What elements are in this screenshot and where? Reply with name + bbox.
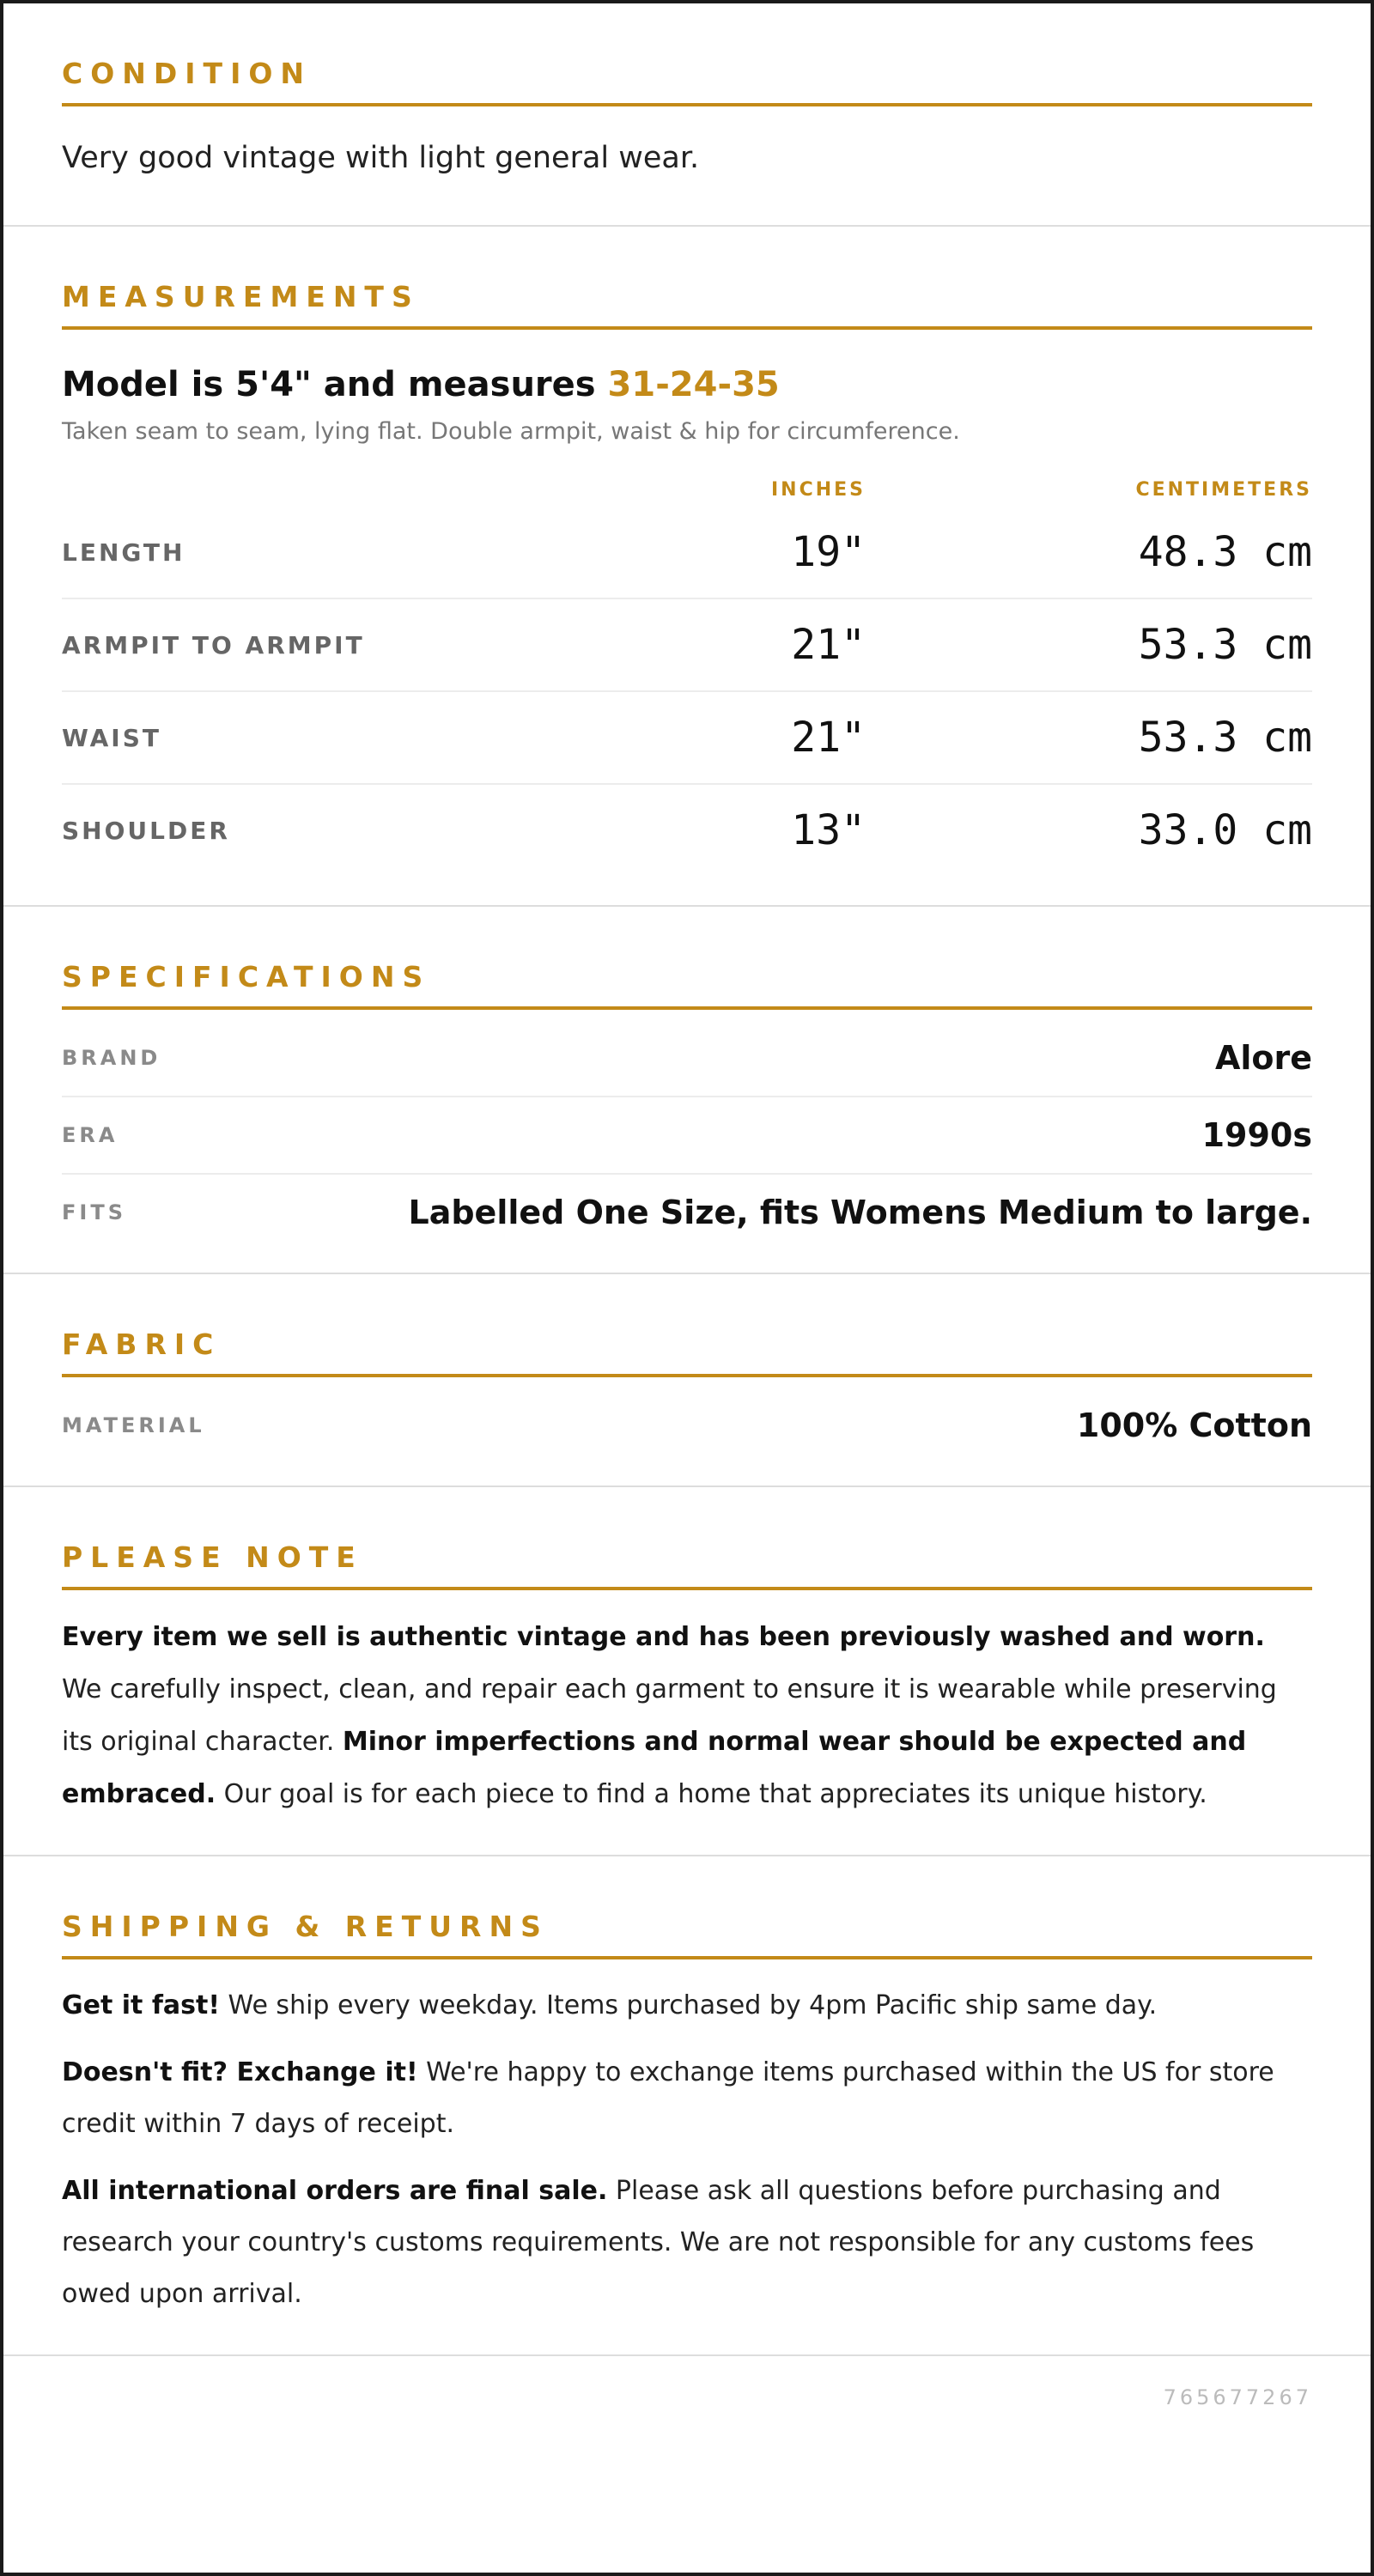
shipping-bold: Get it fast! — [62, 1990, 220, 2020]
shipping-bold: Doesn't fit? Exchange it! — [62, 2057, 418, 2087]
spec-row-brand — [62, 1020, 1312, 1097]
measurement-label: SHOULDER — [62, 816, 230, 845]
measurement-row-length — [62, 507, 1312, 599]
measurements-section — [3, 227, 1371, 907]
shipping-paragraph-exchange — [62, 2047, 1312, 2150]
condition-heading: CONDITION — [62, 57, 1312, 106]
spec-row-fits — [62, 1175, 1312, 1250]
measurement-inches: 13" — [791, 806, 866, 854]
measurements-table — [62, 507, 1312, 905]
shipping-text: Please ask all questions before purchasing and research your country's customs requirements. We are not responsible for any customs fees owed upon arrival. — [62, 2176, 1255, 2309]
spec-label: FITS — [62, 1200, 126, 1224]
condition-section — [3, 3, 1371, 227]
measurement-label: ARMPIT TO ARMPIT — [62, 630, 365, 659]
shipping-text: We're happy to exchange items purchased within the US for store credit within 7 days of receipt. — [62, 2057, 1274, 2139]
measurement-inches: 21" — [791, 714, 866, 762]
please-note-section — [3, 1487, 1371, 1856]
measurement-label: LENGTH — [62, 538, 185, 567]
shipping-text: We ship every weekday. Items purchased by 4pm Pacific ship same day. — [220, 1990, 1158, 2020]
measurement-label: WAIST — [62, 723, 161, 752]
measurements-subtitle: Taken seam to seam, lying flat. Double armpit, waist & hip for circumference. — [62, 418, 960, 445]
model-measures-prefix: Model is 5'4" and measures — [62, 365, 596, 404]
spec-value: 1990s — [1201, 1116, 1312, 1154]
spec-value: Labelled One Size, fits Womens Medium to large. — [408, 1194, 1312, 1231]
shipping-heading: SHIPPING & RETURNS — [62, 1910, 1312, 1959]
shipping-paragraph-fast — [62, 1980, 1312, 2032]
fabric-table — [62, 1377, 1312, 1485]
note-text-1: We carefully inspect, clean, and repair each garment to ensure it is wearable while preserving its original character. — [62, 1674, 1277, 1757]
measurements-heading: MEASUREMENTS — [62, 280, 1312, 330]
spec-row-era — [62, 1097, 1312, 1175]
shipping-paragraph-international — [62, 2166, 1312, 2320]
measurements-column-headers — [62, 472, 1312, 507]
note-bold-2: Minor imperfections and normal wear should be expected and embraced. — [62, 1727, 1247, 1809]
measurement-row-shoulder — [62, 785, 1312, 876]
spec-label: BRAND — [62, 1046, 161, 1070]
product-sku: 765677267 — [1163, 2385, 1312, 2409]
centimeters-column-header: CENTIMETERS — [1135, 478, 1312, 501]
spec-value: Alore — [1214, 1039, 1312, 1077]
product-details-panel — [3, 3, 1371, 2573]
note-bold-1: Every item we sell is authentic vintage and has been previously washed and worn. — [62, 1622, 1265, 1652]
spec-label: MATERIAL — [62, 1413, 205, 1437]
measurement-cm: 33.0 cm — [1138, 806, 1312, 854]
footer — [3, 2356, 1371, 2439]
condition-text: Very good vintage with light general wear. — [62, 141, 700, 175]
fabric-heading: FABRIC — [62, 1327, 1312, 1377]
specifications-section — [3, 907, 1371, 1274]
specifications-heading: SPECIFICATIONS — [62, 960, 1312, 1010]
model-measures-stats: 31-24-35 — [607, 365, 780, 404]
inches-column-header: INCHES — [770, 478, 866, 501]
measurement-cm: 48.3 cm — [1138, 528, 1312, 576]
shipping-bold: All international orders are final sale. — [62, 2176, 608, 2206]
fabric-row-material — [62, 1388, 1312, 1463]
measurement-row-waist — [62, 692, 1312, 785]
please-note-heading: PLEASE NOTE — [62, 1540, 1312, 1590]
measurement-row-armpit — [62, 599, 1312, 692]
measurement-cm: 53.3 cm — [1138, 621, 1312, 669]
shipping-section — [3, 1856, 1371, 2356]
measurement-inches: 21" — [791, 621, 866, 669]
note-text-2: Our goal is for each piece to find a home that appreciates its unique history. — [216, 1779, 1207, 1809]
spec-value: 100% Cotton — [1076, 1406, 1312, 1444]
fabric-section — [3, 1274, 1371, 1487]
model-measures-line — [62, 364, 1312, 405]
spec-label: ERA — [62, 1123, 119, 1147]
measurement-cm: 53.3 cm — [1138, 714, 1312, 762]
specifications-table — [62, 1010, 1312, 1273]
shipping-content — [62, 1959, 1312, 2354]
please-note-text — [62, 1590, 1312, 1855]
measurement-inches: 19" — [791, 528, 866, 576]
